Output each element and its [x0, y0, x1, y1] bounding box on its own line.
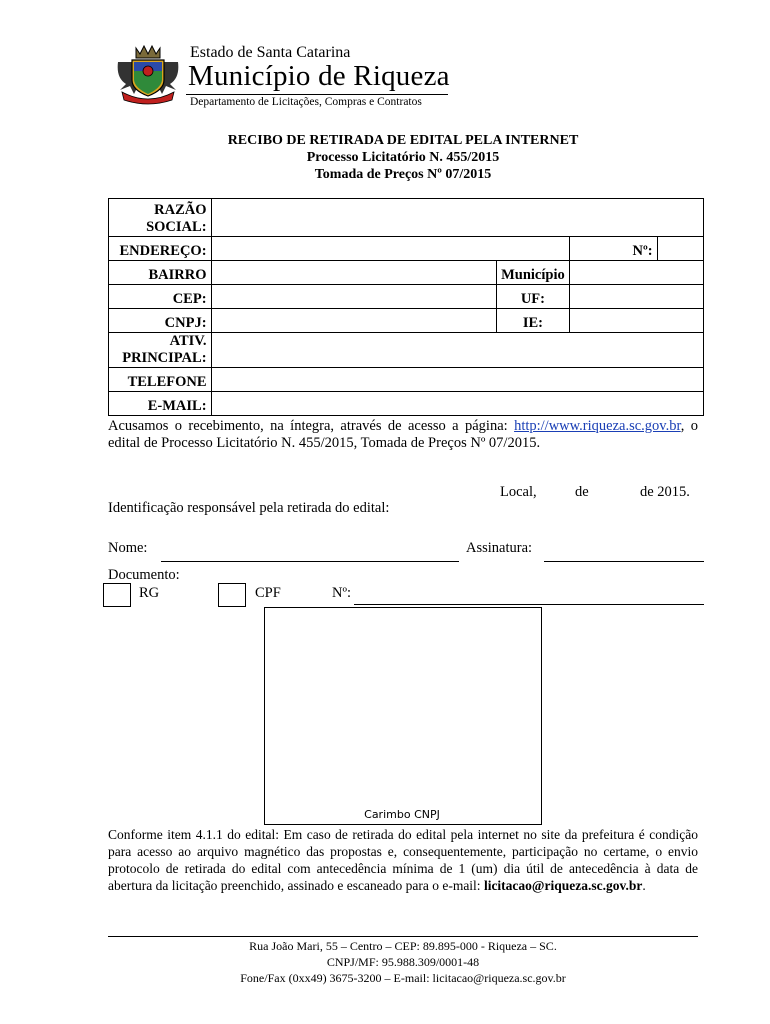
acknowledgement-paragraph: Acusamos o recebimento, na íntegra, através de acesso a página: http://www.riqueza.sc.gov.br, o edital de Processo Licitatório N. 455/2015, Tomada de Preços Nº 07/2015.: [108, 418, 698, 451]
footer: [108, 938, 698, 986]
footer-divider: [108, 936, 698, 937]
header-state: Estado de Santa Catarina: [190, 44, 351, 61]
website-link[interactable]: http://www.riqueza.sc.gov.br: [514, 418, 681, 434]
email-field[interactable]: [211, 392, 703, 416]
rg-checkbox[interactable]: [103, 583, 131, 607]
telefone-field[interactable]: [211, 368, 703, 392]
ie-label: IE:: [497, 309, 570, 333]
endereco-field[interactable]: [211, 237, 569, 261]
row-cnpj: [109, 309, 704, 333]
bairro-label: BAIRRO: [109, 261, 212, 285]
row-telefone: [109, 368, 704, 392]
row-cep: [109, 285, 704, 309]
cpf-label: CPF: [255, 585, 281, 601]
footer-address: Rua João Mari, 55 – Centro – CEP: 89.895-000 - Riqueza – SC.: [249, 939, 557, 953]
note-email: licitacao@riqueza.sc.gov.br: [483, 878, 643, 893]
document-number-field[interactable]: [354, 604, 704, 605]
row-email: [109, 392, 704, 416]
header-municipality: Município de Riqueza: [188, 60, 450, 92]
ativ-principal-label: ATIV. PRINCIPAL:: [109, 333, 212, 368]
submission-note: Conforme item 4.1.1 do edital: Em caso de retirada do edital pela internet no site da prefeitura é condição para acesso ao arquivo magnético das propostas e, consequentemente, participação no certame, o envio protocolo de retirada do edital com antecedência mínima de 1 (um) dia útil de antecedência à data de abertura da licitação preenchido, assinado e escaneado para o e-mail: licitacao@riqueza.sc.gov.br.: [108, 827, 698, 893]
telefone-label: TELEFONE: [109, 368, 212, 392]
row-ativ-principal: [109, 333, 704, 368]
nome-field[interactable]: [161, 561, 459, 562]
identification-label: Identificação responsável pela retirada do edital:: [108, 500, 390, 516]
header-divider: [186, 94, 448, 95]
row-endereco: [109, 237, 704, 261]
razao-social-label: RAZÃO SOCIAL:: [109, 199, 212, 237]
row-razao-social: [109, 199, 704, 237]
document-title: RECIBO DE RETIRADA DE EDITAL PELA INTERNET: [227, 133, 579, 148]
numero-label: Nº:: [569, 237, 657, 261]
document-number-label: Nº:: [332, 585, 351, 601]
municipio-label: Município: [497, 261, 570, 285]
footer-cnpj: CNPJ/MF: 95.988.309/0001-48: [326, 955, 480, 969]
tender-number: Tomada de Preços Nº 07/2015: [314, 167, 492, 182]
cpf-checkbox[interactable]: [218, 583, 246, 607]
assinatura-label: Assinatura:: [466, 540, 533, 556]
date-local: Local,: [500, 484, 537, 500]
endereco-label: ENDEREÇO:: [109, 237, 212, 261]
cnpj-label: CNPJ:: [109, 309, 212, 333]
cep-label: CEP:: [109, 285, 212, 309]
date-year: de 2015.: [640, 484, 690, 500]
cnpj-stamp-box[interactable]: [264, 607, 542, 825]
uf-field[interactable]: [569, 285, 703, 309]
uf-label: UF:: [497, 285, 570, 309]
bairro-field[interactable]: [211, 261, 497, 285]
header-department: Departamento de Licitações, Compras e Contratos: [190, 96, 422, 108]
footer-contact: Fone/Fax (0xx49) 3675-3200 – E-mail: licitacao@riqueza.sc.gov.br: [240, 971, 566, 985]
razao-social-field[interactable]: [211, 199, 703, 237]
rg-label: RG: [139, 585, 160, 601]
email-label: E-MAIL:: [109, 392, 212, 416]
cnpj-stamp-label: Carimbo CNPJ: [364, 808, 440, 821]
ativ-principal-field[interactable]: [211, 333, 703, 368]
company-form-table: [108, 198, 704, 416]
row-bairro: [109, 261, 704, 285]
cep-field[interactable]: [211, 285, 497, 309]
documento-label: Documento:: [108, 567, 180, 583]
numero-field[interactable]: [657, 237, 703, 261]
municipal-crest-icon: [114, 44, 182, 106]
ie-field[interactable]: [569, 309, 703, 333]
nome-label: Nome:: [108, 540, 148, 556]
municipio-field[interactable]: [569, 261, 703, 285]
cnpj-field[interactable]: [211, 309, 497, 333]
process-number: Processo Licitatório N. 455/2015: [306, 150, 500, 165]
date-de: de: [575, 484, 589, 500]
assinatura-field[interactable]: [544, 561, 704, 562]
